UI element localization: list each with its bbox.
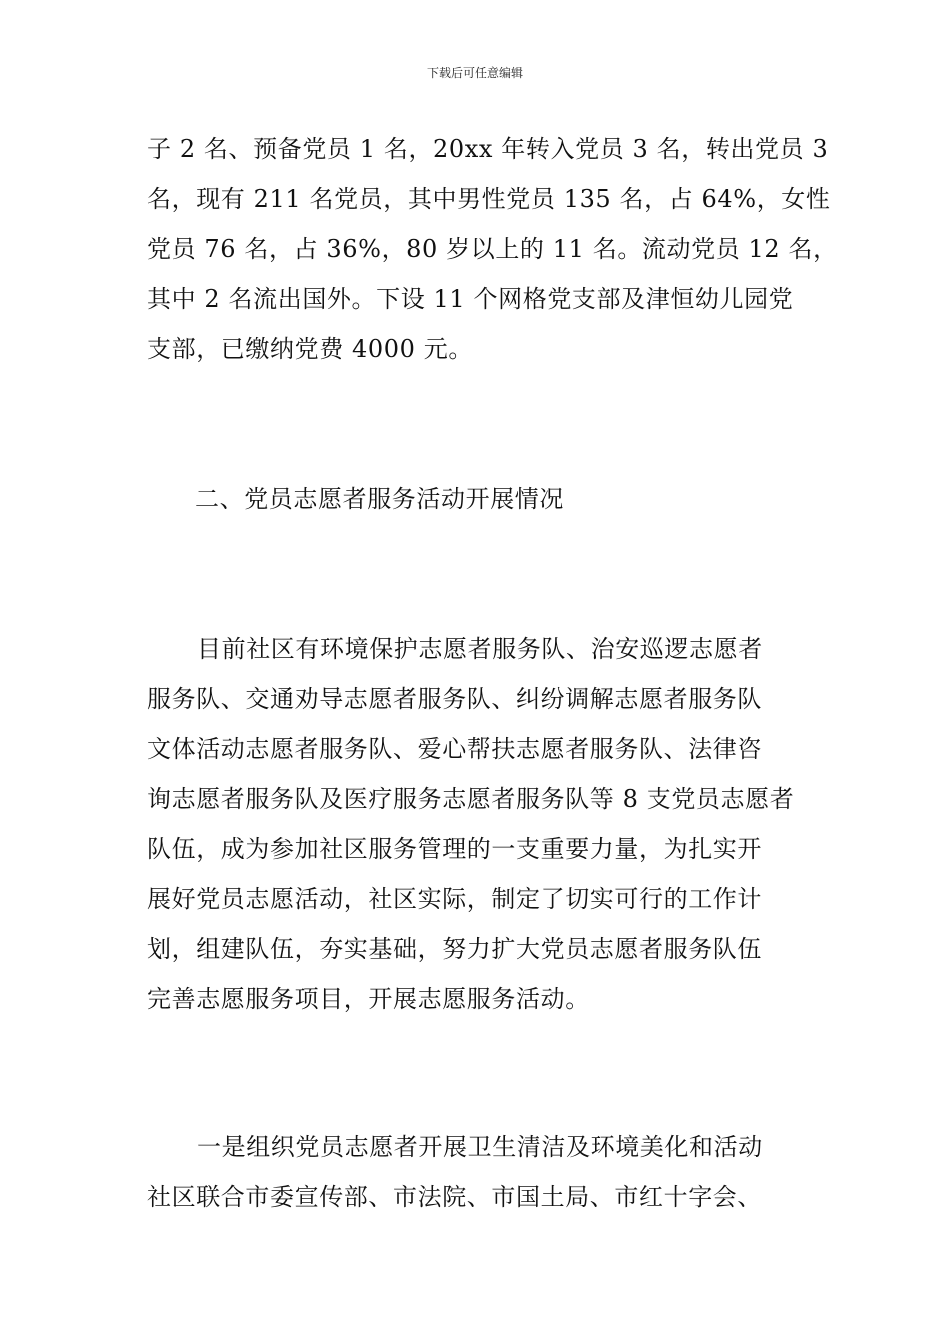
paragraph-1-line-1: 子 2 名、预备党员 1 名，20xx 年转入党员 3 名，转出党员 3 [147,135,829,163]
paragraph-2-line-2: 服务队、交通劝导志愿者服务队、纠纷调解志愿者服务队 [147,685,762,713]
paragraph-2-line-4: 询志愿者服务队及医疗服务志愿者服务队等 8 支党员志愿者 [147,785,795,813]
paragraph-2-line-6: 展好党员志愿活动，社区实际，制定了切实可行的工作计 [147,885,762,913]
paragraph-2-line-8: 完善志愿服务项目，开展志愿服务活动。 [147,985,590,1013]
paragraph-2-line-5: 队伍，成为参加社区服务管理的一支重要力量，为扎实开 [147,835,762,863]
section-heading: 二、党员志愿者服务活动开展情况 [195,485,564,513]
paragraph-1-line-2: 名，现有 211 名党员，其中男性党员 135 名，占 64%，女性 [147,185,831,213]
paragraph-1-line-3: 党员 76 名，占 36%，80 岁以上的 11 名。流动党员 12 名， [147,235,838,263]
page-header: 下载后可任意编辑 [426,66,523,80]
paragraph-3-line-1: 一是组织党员志愿者开展卫生清洁及环境美化和活动 [197,1133,763,1161]
paragraph-2-line-7: 划，组建队伍，夯实基础，努力扩大党员志愿者服务队伍 [147,935,762,963]
paragraph-1-line-4: 其中 2 名流出国外。下设 11 个网格党支部及津恒幼儿园党 [147,285,794,313]
paragraph-2-line-1: 目前社区有环境保护志愿者服务队、治安巡逻志愿者 [197,635,763,663]
paragraph-1-line-5: 支部，已缴纳党费 4000 元。 [147,335,473,363]
paragraph-3-line-2: 社区联合市委宣传部、市法院、市国土局、市红十字会、 [147,1183,762,1211]
paragraph-2-line-3: 文体活动志愿者服务队、爱心帮扶志愿者服务队、法律咨 [147,735,762,763]
